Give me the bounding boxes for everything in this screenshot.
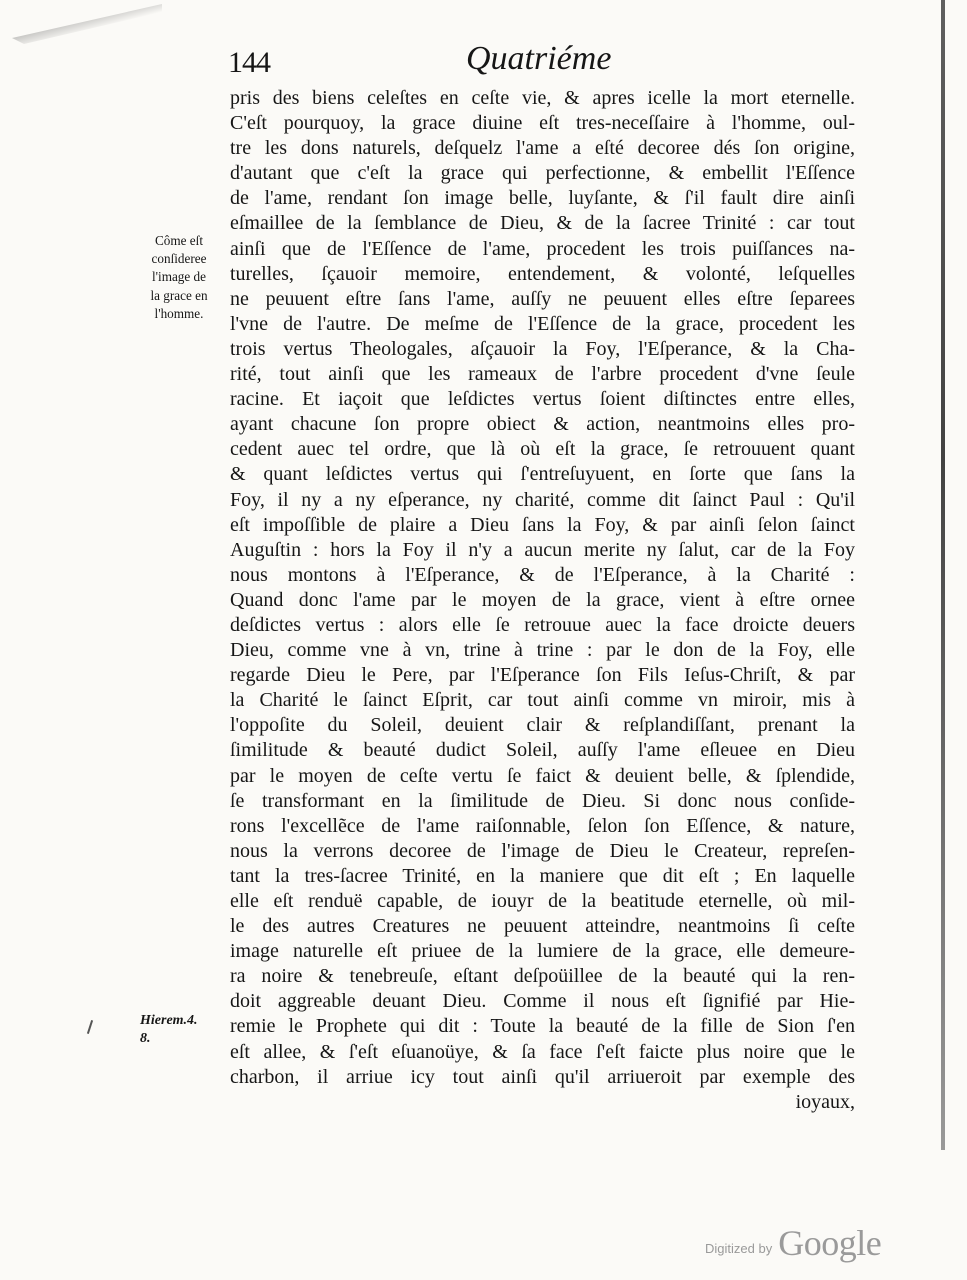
text-line: d'autant que c'eſt la grace qui perfectionne, & embellit l'Eſſence <box>230 162 855 185</box>
text-line: nous la verrons decoree de l'image de Dieu le Createur, repreſen- <box>230 839 855 862</box>
text-line: la Charité le ſainct Eſprit, car tout ainſi comme vn miroir, mis à <box>230 689 855 712</box>
text-line: C'eſt pourquoy, la grace diuine eſt tres-neceſſaire à l'homme, oul- <box>230 112 855 135</box>
text-line: cedent auec tel ordre, que là où eſt la grace, ſe retrouuent quant <box>230 438 855 461</box>
text-line: eſmaillee de la ſemblance de Dieu, & de la ſacree Trinité : car tout <box>230 212 855 235</box>
text-line: tre les dons naturels, deſquelz l'ame a eſté decoree dés ſon origine, <box>230 137 855 160</box>
text-line: regarde Dieu le Pere, par l'Eſperance ſon Fils Ieſus-Chriſt, & par <box>230 664 855 687</box>
margin-note <box>136 232 222 323</box>
text-line: de l'ame, rendant ſon image belle, luyſante, & ſ'il fault dire ainſi <box>230 187 855 210</box>
margin-note-line: l'homme. <box>154 305 204 321</box>
catchword: ioyaux, <box>795 1090 855 1113</box>
text-line: charbon, il arriue icy tout ainſi qu'il arriueroit par exemple des <box>230 1065 855 1088</box>
text-line: par le moyen de ceſte vertu ſe faict & deuient belle, & ſplendide, <box>230 764 855 787</box>
margin-note-line: l'image de <box>151 269 206 285</box>
text-line: ſe transformant en la ſimilitude de Dieu. Si donc nous conſide- <box>230 789 855 812</box>
scan-edge-smudge <box>12 4 162 44</box>
text-line: ayant chacune ſon propre obiect & action, neantmoins elles pro- <box>230 413 855 436</box>
margin-reference-line: 8. <box>140 1031 151 1046</box>
text-line: l'vne de l'autre. De meſme de l'Eſſence de la grace, procedent les <box>230 312 855 335</box>
margin-note-line: la grace en <box>150 287 208 303</box>
text-line: remie le Prophete qui dit : Toute la beauté de la fille de Sion ſ'en <box>230 1015 855 1038</box>
text-line: ainſi que de l'Eſſence de l'ame, procedent les trois puiſſances na- <box>230 237 855 260</box>
text-line: l'oppoſite du Soleil, deuient clair & reſplandiſſant, prenant la <box>230 714 855 737</box>
text-line: eſt allee, & ſ'eſt eſuanoüye, & ſa face ſ'eſt faicte plus noire que le <box>230 1040 855 1063</box>
margin-note-line: Côme eſt <box>155 233 203 248</box>
running-head: Quatriéme <box>466 40 612 77</box>
digitized-watermark <box>705 1222 881 1264</box>
text-line: ne peuuent eſtre ſans l'ame, auſſy ne peuuent elles eſtre ſeparees <box>230 287 855 310</box>
text-line: ra noire & tenebreuſe, eſtant deſpoüillee de la beauté qui la ren- <box>230 965 855 988</box>
google-logo: Google <box>778 1223 882 1263</box>
digitized-by-label: Digitized by <box>705 1241 773 1256</box>
page-header <box>228 40 858 86</box>
text-line: & quant leſdictes vertus qui ſ'entreſuyuent, en ſorte que ſans la <box>230 463 855 486</box>
text-line: tant la tres-ſacree Trinité, en la maniere que dit eſt ; En laquelle <box>230 864 855 887</box>
page-gutter-shadow <box>941 0 945 1150</box>
text-line: deſdictes vertus : alors elle ſe retrouue auec la face droicte deuers <box>230 613 855 636</box>
text-line: elle eſt renduë capable, de iouyr de la beatitude eternelle, où mil- <box>230 890 855 912</box>
text-line: image naturelle eſt priuee de la lumiere de la grace, elle demeure- <box>230 940 855 963</box>
text-line: Foy, il ny a ny eſperance, ny charité, comme dit ſainct Paul : Qu'il <box>230 488 855 511</box>
text-line: eſt impoſſible de plaire a Dieu ſans la Foy, & par ainſi ſelon ſainct <box>230 513 855 536</box>
margin-note-line: conſideree <box>151 251 207 267</box>
text-line: le des autres Creatures ne peuuent atteindre, neantmoins ſi ceſte <box>230 915 855 938</box>
text-line: nous montons à l'Eſperance, & de l'Eſperance, à la Charité : <box>230 563 855 586</box>
text-line: Dieu, comme vne à vn, trine à trine : par le don de la Foy, elle <box>230 639 855 662</box>
text-line: pris des biens celeſtes en ceſte vie, & apres icelle la mort eternelle. <box>230 87 855 109</box>
text-line: Auguſtin : hors la Foy il n'y a aucun merite ny ſalut, car de la Foy <box>230 538 855 561</box>
page-number: 144 <box>228 46 270 79</box>
text-line: turelles, ſçauoir memoire, entendement, & volonté, leſquelles <box>230 262 855 285</box>
text-line: doit aggreable deuant Dieu. Comme il nous eſt ſignifié par Hie- <box>230 990 855 1013</box>
text-line: rité, tout ainſi que les rameaux de l'arbre procedent d'vne ſeule <box>230 363 855 386</box>
text-line: racine. Et iaçoit que leſdictes vertus ſoient diſtinctes entre elles, <box>230 388 855 411</box>
body-text <box>230 86 855 1115</box>
text-line: ſimilitude & beauté dudict Soleil, auſſy l'ame eſleuee en Dieu <box>230 739 855 762</box>
text-line: rons l'excellẽce de l'ame raiſonnable, ſelon ſon Eſſence, & nature, <box>230 814 855 837</box>
text-line: Quand donc l'ame par le moyen de la grace, vient à eſtre ornee <box>230 588 855 611</box>
margin-reference <box>140 1012 198 1048</box>
margin-tick-mark <box>87 1020 93 1034</box>
text-line: trois vertus Theologales, aſçauoir la Foy, l'Eſperance, & la Cha- <box>230 337 855 360</box>
margin-reference-line: Hierem.4. <box>140 1013 198 1028</box>
